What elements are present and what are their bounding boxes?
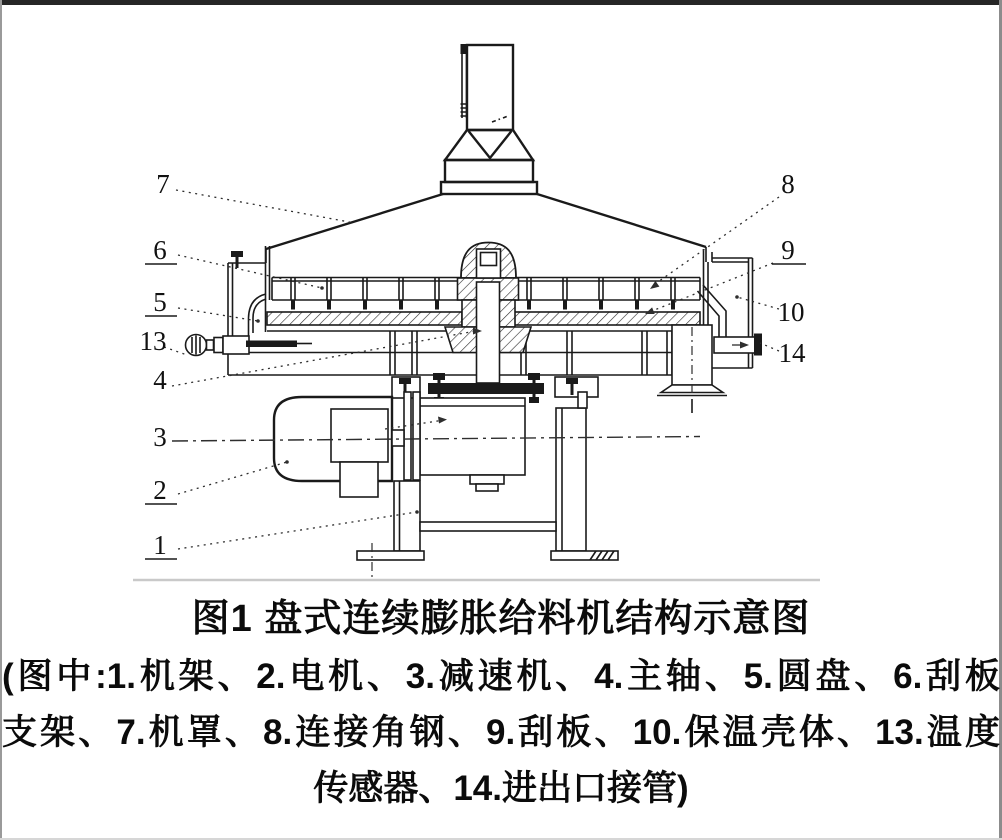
transition-funnel — [441, 130, 537, 194]
caption-line-2: 支架、7.机罩、8.连接角钢、9.刮板、10.保温壳体、13.温度 — [2, 713, 1000, 752]
callout-10-label: 10 — [777, 297, 805, 327]
callout-13-label: 13 — [139, 326, 167, 356]
feed-chute — [461, 44, 514, 130]
callout-1-label: 1 — [153, 530, 167, 560]
callout-5-label: 5 — [153, 287, 167, 317]
callout-2-label: 2 — [153, 475, 167, 505]
motor — [274, 397, 404, 497]
callout-14-label: 14 — [778, 338, 806, 368]
caption-line-1: (图中:1.机架、2.电机、3.减速机、4.主轴、5.圆盘、6.刮板 — [2, 657, 1000, 696]
callout-9-label: 9 — [781, 235, 795, 265]
figure-title: 图1 盘式连续膨胀给料机结构示意图 — [191, 598, 811, 640]
callout-4-label: 4 — [153, 365, 167, 395]
callout-3-label: 3 — [153, 422, 167, 452]
gearbox — [404, 392, 525, 491]
callout-8-label: 8 — [781, 169, 795, 199]
callout-6-label: 6 — [153, 235, 167, 265]
callout-7-label: 7 — [156, 169, 170, 199]
caption-line-3: 传感器、14.进出口接管) — [313, 769, 689, 808]
